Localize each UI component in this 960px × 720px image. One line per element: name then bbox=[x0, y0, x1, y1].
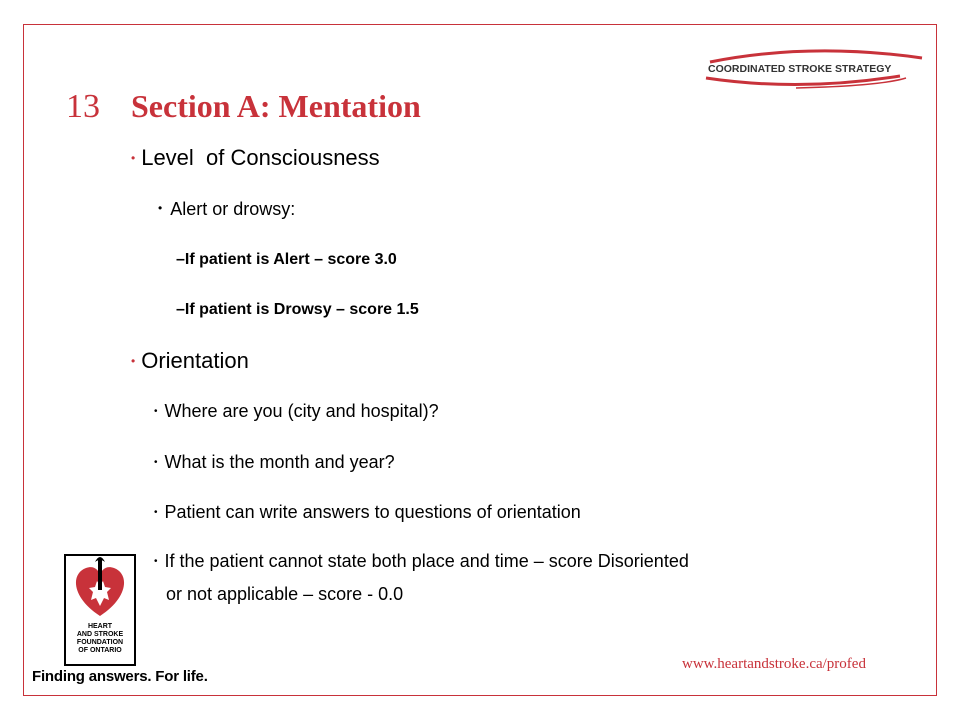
list-item bbox=[176, 301, 419, 319]
bullet-icon: • bbox=[154, 556, 158, 567]
list-item bbox=[158, 199, 295, 220]
orientation-item: If the patient cannot state both place and time – score Disoriented bbox=[164, 551, 689, 571]
list-item bbox=[166, 584, 403, 605]
logo-line: HEART bbox=[87, 623, 113, 630]
logo-line: AND STROKE bbox=[76, 631, 124, 638]
list-item bbox=[131, 145, 380, 171]
bullet-icon: • bbox=[158, 201, 163, 215]
list-item bbox=[131, 348, 249, 374]
logo-text: COORDINATED STROKE STRATEGY bbox=[708, 63, 892, 75]
orientation-heading: Orientation bbox=[141, 348, 249, 373]
list-item bbox=[154, 401, 439, 422]
loc-heading: Level of Consciousness bbox=[141, 145, 380, 170]
bullet-icon: • bbox=[131, 354, 136, 368]
orientation-item: Where are you (city and hospital)? bbox=[164, 401, 439, 421]
loc-item-alert: –If patient is Alert – score 3.0 bbox=[176, 251, 397, 268]
bullet-icon: • bbox=[154, 406, 158, 417]
coordinated-stroke-strategy-logo bbox=[700, 48, 928, 92]
logo-line: OF ONTARIO bbox=[78, 647, 122, 654]
bullet-icon: • bbox=[154, 507, 158, 518]
bullet-icon: • bbox=[154, 457, 158, 468]
list-item bbox=[154, 452, 395, 473]
list-item bbox=[154, 502, 581, 523]
tagline: Finding answers. For life. bbox=[32, 668, 208, 685]
bullet-icon: • bbox=[131, 151, 136, 165]
loc-sub: Alert or drowsy: bbox=[170, 199, 296, 219]
list-item bbox=[176, 251, 397, 269]
page-title: Section A: Mentation bbox=[131, 88, 421, 124]
orientation-item-continued: or not applicable – score - 0.0 bbox=[166, 584, 404, 604]
orientation-item: What is the month and year? bbox=[164, 452, 395, 472]
orientation-item: Patient can write answers to questions of orientation bbox=[164, 502, 581, 522]
heart-and-stroke-logo bbox=[64, 554, 136, 666]
slide-number: 13 bbox=[66, 88, 100, 125]
logo-line: FOUNDATION bbox=[76, 639, 124, 646]
list-item bbox=[154, 551, 689, 572]
loc-item-drowsy: –If patient is Drowsy – score 1.5 bbox=[176, 301, 419, 318]
footer-url[interactable]: www.heartandstroke.ca/profed bbox=[682, 656, 866, 672]
